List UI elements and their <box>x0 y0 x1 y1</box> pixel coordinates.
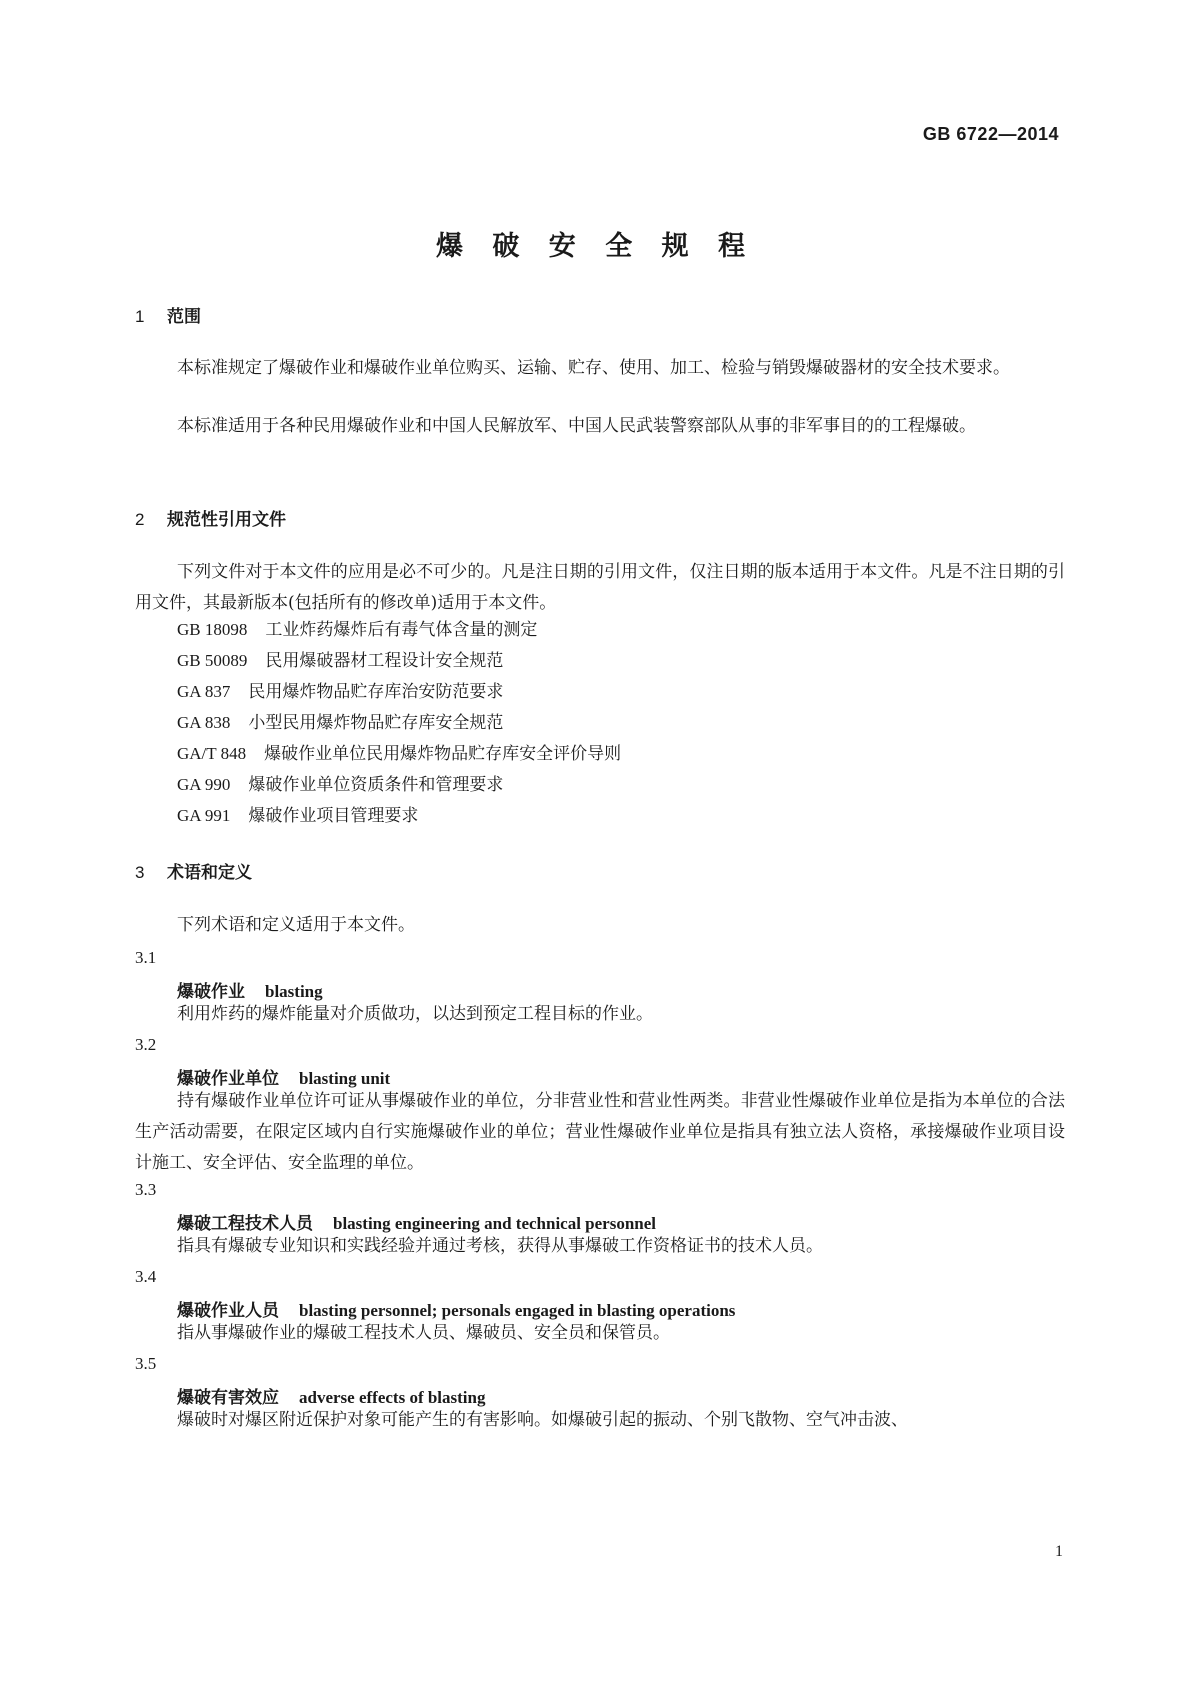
term-cn: 爆破作业人员 <box>177 1301 279 1321</box>
term-en: blasting <box>265 982 323 1001</box>
section-2-title: 规范性引用文件 <box>167 510 286 530</box>
reference-title: 民用爆炸物品贮存库治安防范要求 <box>248 682 504 702</box>
term-definition: 指从事爆破作业的爆破工程技术人员、爆破员、安全员和保管员。 <box>177 1323 670 1343</box>
term-cn: 爆破作业 <box>177 982 245 1002</box>
clause-number: 3.3 <box>135 1180 157 1199</box>
reference-code: GA/T 848 <box>177 744 247 763</box>
reference-title: 爆破作业单位民用爆炸物品贮存库安全评价导则 <box>264 744 622 764</box>
section-2-intro: 下列文件对于本文件的应用是必不可少的。凡是注日期的引用文件，仅注日期的版本适用于本文件。凡是不注日期的引用文件，其最新版本(包括所有的修改单)适用于本文件。 <box>135 562 1065 613</box>
reference-code: GB 18098 <box>177 620 248 639</box>
page-number: 1 <box>1055 1543 1063 1560</box>
reference-code: GB 50089 <box>177 651 248 670</box>
reference-title: 爆破作业单位资质条件和管理要求 <box>248 775 504 795</box>
reference-title: 工业炸药爆炸后有毒气体含量的测定 <box>265 620 538 640</box>
section-2-number: 2 <box>135 510 145 529</box>
term-cn: 爆破工程技术人员 <box>177 1214 313 1234</box>
section-1-para-2: 本标准适用于各种民用爆破作业和中国人民解放军、中国人民武装警察部队从事的非军事目的的工程爆破。 <box>177 416 976 436</box>
term-definition: 利用炸药的爆炸能量对介质做功，以达到预定工程目标的作业。 <box>177 1004 653 1024</box>
normative-reference <box>177 676 503 708</box>
clause-number: 3.5 <box>135 1354 157 1373</box>
normative-reference <box>177 707 503 739</box>
document-title: 爆 破 安 全 规 程 <box>436 231 755 262</box>
standard-number: GB 6722—2014 <box>922 124 1059 144</box>
normative-reference <box>177 645 503 677</box>
normative-reference <box>177 800 418 832</box>
section-1-heading <box>135 302 201 327</box>
section-1-title: 范围 <box>167 307 201 327</box>
normative-reference <box>177 769 503 801</box>
normative-reference <box>177 738 621 770</box>
reference-code: GA 837 <box>177 682 231 701</box>
section-1-para-1: 本标准规定了爆破作业和爆破作业单位购买、运输、贮存、使用、加工、检验与销毁爆破器材的安全技术要求。 <box>177 358 1010 378</box>
section-3-intro: 下列术语和定义适用于本文件。 <box>177 915 415 935</box>
section-3-heading <box>135 858 252 883</box>
clause-number: 3.2 <box>135 1035 157 1054</box>
term-cn: 爆破作业单位 <box>177 1069 279 1089</box>
term-en: blasting engineering and technical personnel <box>333 1214 657 1233</box>
reference-code: GA 838 <box>177 713 231 732</box>
term-definition: 持有爆破作业单位许可证从事爆破作业的单位，分非营业性和营业性两类。非营业性爆破作业单位是指为本单位的合法生产活动需要，在限定区域内自行实施爆破作业的单位；营业性爆破作业单位是指具有独立法人资格，承接爆破作业项目设计施工、安全评估、安全监理的单位。 <box>135 1091 1065 1173</box>
term-en: blasting unit <box>299 1069 391 1088</box>
reference-code: GA 991 <box>177 806 231 825</box>
reference-title: 爆破作业项目管理要求 <box>248 806 419 826</box>
term-en: blasting personnel; personals engaged in blasting operations <box>299 1301 736 1320</box>
section-1-number: 1 <box>135 307 145 326</box>
reference-code: GA 990 <box>177 775 231 794</box>
term-definition: 爆破时对爆区附近保护对象可能产生的有害影响。如爆破引起的振动、个别飞散物、空气冲击波、 <box>177 1410 908 1430</box>
term-definition: 指具有爆破专业知识和实践经验并通过考核，获得从事爆破工作资格证书的技术人员。 <box>177 1236 823 1256</box>
section-2-heading <box>135 505 286 530</box>
term-en: adverse effects of blasting <box>299 1388 486 1407</box>
reference-title: 小型民用爆炸物品贮存库安全规范 <box>248 713 504 733</box>
clause-number: 3.1 <box>135 948 157 967</box>
reference-title: 民用爆破器材工程设计安全规范 <box>265 651 504 671</box>
section-3-number: 3 <box>135 863 145 882</box>
term-cn: 爆破有害效应 <box>177 1388 279 1408</box>
clause-number: 3.4 <box>135 1267 157 1286</box>
normative-reference <box>177 614 537 646</box>
section-3-title: 术语和定义 <box>167 863 252 883</box>
